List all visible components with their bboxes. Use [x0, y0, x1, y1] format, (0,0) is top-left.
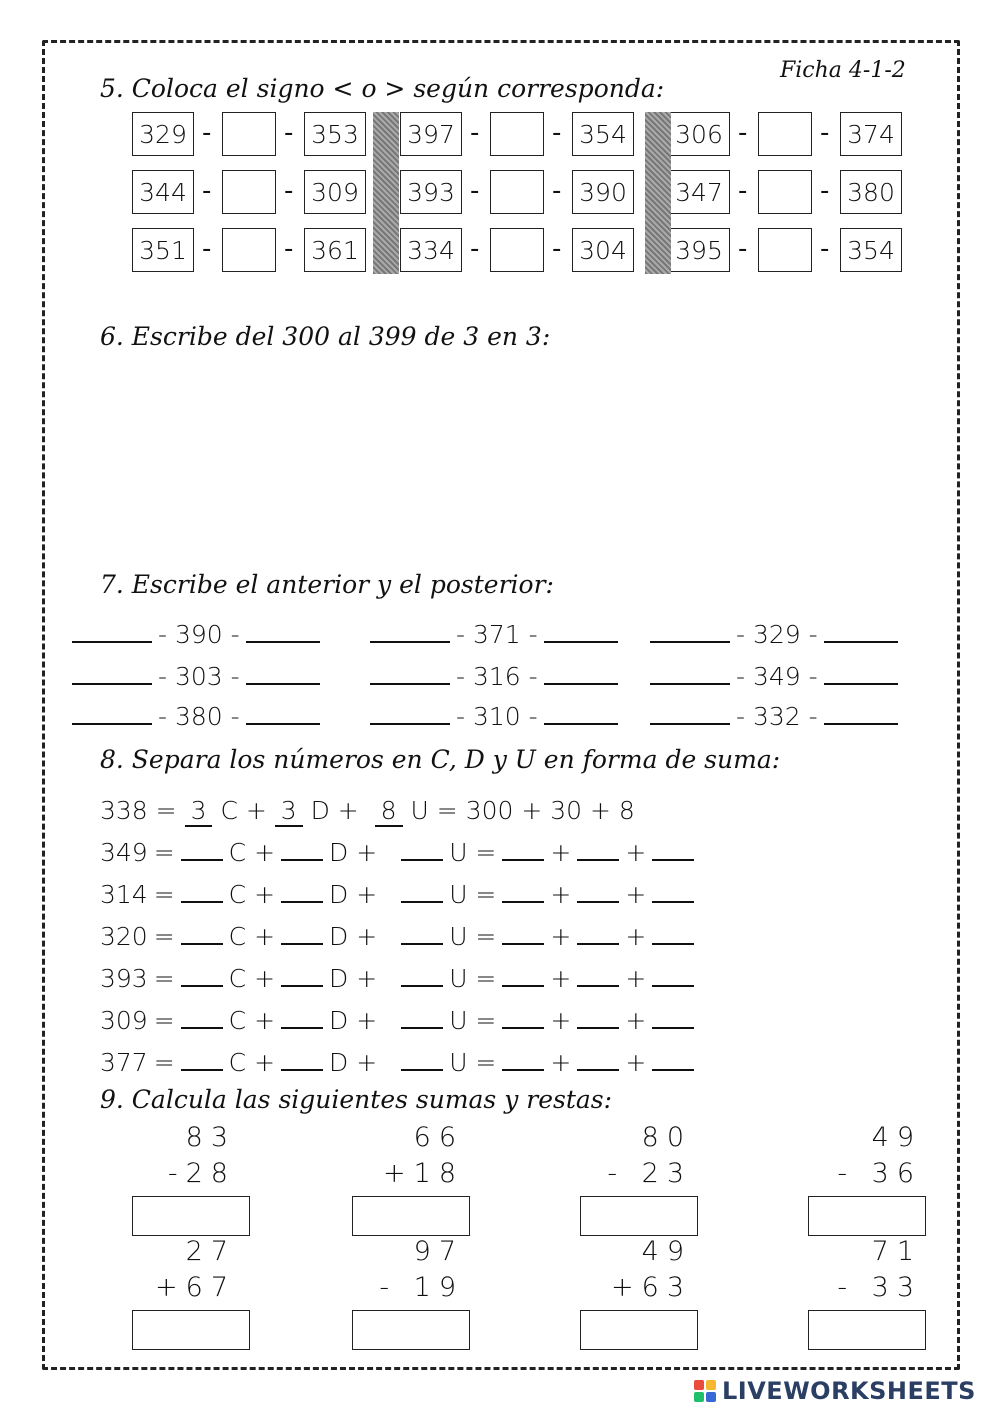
hundreds-value-input[interactable]: [502, 1007, 544, 1029]
hundreds-value-input[interactable]: [502, 881, 544, 903]
q8-line: [100, 1006, 700, 1035]
hundreds-input[interactable]: [181, 965, 223, 987]
result-input[interactable]: [352, 1196, 470, 1236]
u-label: U =: [449, 880, 497, 909]
q5-row: [132, 170, 932, 214]
operand-top: 49: [641, 1236, 692, 1267]
dash-separator: -: [552, 234, 562, 264]
operand-top: 80: [641, 1122, 692, 1153]
tens-input[interactable]: [281, 1049, 323, 1071]
q7-number: - 316 -: [456, 662, 538, 691]
q7-number: - 303 -: [158, 662, 240, 691]
hundreds-value-input[interactable]: [502, 839, 544, 861]
q7-number: - 390 -: [158, 620, 240, 649]
q7-number: - 329 -: [736, 620, 818, 649]
dash-separator: -: [738, 234, 748, 264]
operand-top: 83: [185, 1122, 236, 1153]
units-input[interactable]: [401, 839, 443, 861]
q8-number: 393: [100, 964, 148, 993]
q8-number: 377: [100, 1048, 148, 1077]
hundreds-input[interactable]: [181, 839, 223, 861]
units-input[interactable]: [401, 1049, 443, 1071]
units-input[interactable]: [401, 965, 443, 987]
hundreds-value-input[interactable]: [502, 965, 544, 987]
q5-row: [132, 112, 932, 156]
q5-number-left: 351: [132, 228, 194, 272]
q6-title: 6. Escribe del 300 al 399 de 3 en 3:: [100, 322, 551, 351]
units-value-input[interactable]: [652, 1007, 694, 1029]
equals-sign: =: [153, 1006, 175, 1035]
operand-top: 49: [871, 1122, 922, 1153]
q5-number-left: 393: [400, 170, 462, 214]
hundreds-value-input[interactable]: [502, 923, 544, 945]
example-u: 8: [375, 796, 403, 827]
operand-top: 71: [871, 1236, 922, 1267]
plus-sign: +: [550, 1048, 572, 1077]
q5-number-left: 344: [132, 170, 194, 214]
q9-title: 9. Calcula las siguientes sumas y restas:: [100, 1085, 613, 1114]
result-input[interactable]: [132, 1196, 250, 1236]
equals-sign: =: [153, 922, 175, 951]
column-separator: [645, 112, 671, 274]
plus-sign: +: [550, 964, 572, 993]
q7-title: 7. Escribe el anterior y el posterior:: [100, 570, 554, 599]
q5-sign-input[interactable]: [490, 228, 544, 272]
d-label: D +: [329, 1006, 378, 1035]
result-input[interactable]: [580, 1196, 698, 1236]
tens-input[interactable]: [281, 965, 323, 987]
liveworksheets-logo-icon: [694, 1380, 716, 1402]
d-label: D +: [329, 964, 378, 993]
plus-sign: +: [625, 880, 647, 909]
hundreds-input[interactable]: [181, 923, 223, 945]
previous-number-input[interactable]: [650, 663, 730, 685]
q7-item: [650, 702, 898, 731]
next-number-input[interactable]: [544, 621, 618, 643]
q5-title: 5. Coloca el signo < o > según corresponda:: [100, 74, 665, 103]
q5-number-right: 354: [840, 228, 902, 272]
next-number-input[interactable]: [246, 703, 320, 725]
dash-separator: -: [470, 234, 480, 264]
q6-answer-area[interactable]: [100, 360, 920, 560]
units-input[interactable]: [401, 923, 443, 945]
equals-sign: =: [153, 880, 175, 909]
q8-example-line: [100, 796, 635, 827]
plus-sign: +: [550, 880, 572, 909]
d-label: D +: [329, 880, 378, 909]
q7-number: - 310 -: [456, 702, 538, 731]
dash-separator: -: [284, 234, 294, 264]
tens-input[interactable]: [281, 923, 323, 945]
dash-separator: -: [284, 176, 294, 206]
q7-item: [72, 702, 320, 731]
dash-separator: -: [202, 118, 212, 148]
q8-number: 349: [100, 838, 148, 867]
plus-sign: +: [625, 1006, 647, 1035]
q8-title: 8. Separa los números en C, D y U en forma de suma:: [100, 745, 781, 774]
q7-item: [370, 702, 618, 731]
q5-number-right: 354: [572, 112, 634, 156]
result-input[interactable]: [132, 1310, 250, 1350]
dash-separator: -: [552, 118, 562, 148]
operand-bottom: +63: [611, 1272, 692, 1303]
u-label: U =: [449, 964, 497, 993]
q7-item: [72, 662, 320, 691]
equals-sign: =: [153, 1048, 175, 1077]
plus-sign: +: [625, 922, 647, 951]
equals-sign: =: [155, 796, 177, 825]
operand-top: 27: [185, 1236, 236, 1267]
q5-number-left: 329: [132, 112, 194, 156]
next-number-input[interactable]: [824, 703, 898, 725]
q7-number: - 371 -: [456, 620, 538, 649]
tens-value-input[interactable]: [577, 839, 619, 861]
q7-item: [72, 620, 320, 649]
q5-sign-input[interactable]: [758, 170, 812, 214]
q5-number-right: 361: [304, 228, 366, 272]
u-label: U =: [410, 796, 458, 825]
dash-separator: -: [470, 118, 480, 148]
c-label: C +: [228, 880, 276, 909]
q5-row: [132, 228, 932, 272]
liveworksheets-logo: [694, 1376, 976, 1406]
c-label: C +: [228, 1006, 276, 1035]
q5-number-right: 309: [304, 170, 366, 214]
d-label: D +: [329, 1048, 378, 1077]
dash-separator: -: [820, 118, 830, 148]
column-separator: [373, 112, 399, 274]
c-label: C +: [220, 796, 267, 825]
dash-separator: -: [470, 176, 480, 206]
q5-sign-input[interactable]: [758, 112, 812, 156]
q5-number-right: 353: [304, 112, 366, 156]
tens-value-input[interactable]: [577, 1007, 619, 1029]
q5-number-right: 304: [572, 228, 634, 272]
operand-bottom: - 23: [607, 1158, 692, 1189]
result-input[interactable]: [580, 1310, 698, 1350]
q5-number-left: 347: [668, 170, 730, 214]
q7-number: - 380 -: [158, 702, 240, 731]
q5-number-left: 306: [668, 112, 730, 156]
q5-sign-input[interactable]: [222, 228, 276, 272]
q8-line: [100, 880, 700, 909]
operand-bottom: +67: [155, 1272, 236, 1303]
dash-separator: -: [202, 234, 212, 264]
c-label: C +: [228, 964, 276, 993]
previous-number-input[interactable]: [370, 703, 450, 725]
tens-input[interactable]: [281, 839, 323, 861]
q8-number: 320: [100, 922, 148, 951]
units-value-input[interactable]: [652, 839, 694, 861]
previous-number-input[interactable]: [650, 703, 730, 725]
dash-separator: -: [820, 176, 830, 206]
previous-number-input[interactable]: [650, 621, 730, 643]
next-number-input[interactable]: [544, 663, 618, 685]
plus-sign: +: [625, 964, 647, 993]
tens-value-input[interactable]: [577, 1049, 619, 1071]
next-number-input[interactable]: [246, 621, 320, 643]
next-number-input[interactable]: [544, 703, 618, 725]
u-label: U =: [449, 922, 497, 951]
plus-sign: +: [550, 1006, 572, 1035]
q8-number: 314: [100, 880, 148, 909]
dash-separator: -: [552, 176, 562, 206]
u-label: U =: [449, 1048, 497, 1077]
plus-sign: +: [550, 922, 572, 951]
units-input[interactable]: [401, 881, 443, 903]
q8-number: 309: [100, 1006, 148, 1035]
previous-number-input[interactable]: [72, 621, 152, 643]
q5-number-right: 374: [840, 112, 902, 156]
hundreds-input[interactable]: [181, 1007, 223, 1029]
q5-number-left: 397: [400, 112, 462, 156]
operand-bottom: - 36: [837, 1158, 922, 1189]
q5-sign-input[interactable]: [758, 228, 812, 272]
units-value-input[interactable]: [652, 923, 694, 945]
example-c: 3: [185, 796, 213, 827]
q7-item: [370, 662, 618, 691]
units-value-input[interactable]: [652, 881, 694, 903]
q8-line: [100, 838, 700, 867]
dash-separator: -: [738, 176, 748, 206]
tens-value-input[interactable]: [577, 923, 619, 945]
hundreds-value-input[interactable]: [502, 1049, 544, 1071]
u-label: U =: [449, 1006, 497, 1035]
previous-number-input[interactable]: [72, 703, 152, 725]
plus-sign: +: [625, 838, 647, 867]
q5-sign-input[interactable]: [222, 112, 276, 156]
q5-number-left: 395: [668, 228, 730, 272]
q8-line: [100, 1048, 700, 1077]
operand-bottom: - 33: [837, 1272, 922, 1303]
d-label: D +: [329, 838, 378, 867]
u-label: U =: [449, 838, 497, 867]
q5-number-left: 334: [400, 228, 462, 272]
tens-value-input[interactable]: [577, 881, 619, 903]
q5-sign-input[interactable]: [222, 170, 276, 214]
example-sum: 300 + 30 + 8: [465, 796, 635, 825]
c-label: C +: [228, 838, 276, 867]
q7-item: [650, 662, 898, 691]
q5-sign-input[interactable]: [490, 112, 544, 156]
equals-sign: =: [153, 838, 175, 867]
dash-separator: -: [284, 118, 294, 148]
dash-separator: -: [820, 234, 830, 264]
operand-bottom: -28: [167, 1158, 236, 1189]
hundreds-input[interactable]: [181, 881, 223, 903]
tens-value-input[interactable]: [577, 965, 619, 987]
q7-item: [370, 620, 618, 649]
d-label: D +: [329, 922, 378, 951]
tens-input[interactable]: [281, 1007, 323, 1029]
previous-number-input[interactable]: [370, 621, 450, 643]
previous-number-input[interactable]: [370, 663, 450, 685]
operand-bottom: +18: [383, 1158, 464, 1189]
units-value-input[interactable]: [652, 1049, 694, 1071]
operand-top: 97: [413, 1236, 464, 1267]
tens-input[interactable]: [281, 881, 323, 903]
dash-separator: -: [202, 176, 212, 206]
next-number-input[interactable]: [824, 663, 898, 685]
q5-number-right: 380: [840, 170, 902, 214]
units-value-input[interactable]: [652, 965, 694, 987]
q8-line: [100, 922, 700, 951]
c-label: C +: [228, 922, 276, 951]
plus-sign: +: [625, 1048, 647, 1077]
plus-sign: +: [550, 838, 572, 867]
q5-sign-input[interactable]: [490, 170, 544, 214]
equals-sign: =: [153, 964, 175, 993]
c-label: C +: [228, 1048, 276, 1077]
operand-top: 66: [413, 1122, 464, 1153]
q7-number: - 349 -: [736, 662, 818, 691]
example-d: 3: [275, 796, 303, 827]
worksheet-code: Ficha 4-1-2: [780, 58, 906, 83]
previous-number-input[interactable]: [72, 663, 152, 685]
q7-item: [650, 620, 898, 649]
next-number-input[interactable]: [824, 621, 898, 643]
dash-separator: -: [738, 118, 748, 148]
example-number: 338: [100, 796, 148, 825]
result-input[interactable]: [808, 1196, 926, 1236]
q5-number-right: 390: [572, 170, 634, 214]
operand-bottom: - 19: [379, 1272, 464, 1303]
next-number-input[interactable]: [246, 663, 320, 685]
units-input[interactable]: [401, 1007, 443, 1029]
q7-number: - 332 -: [736, 702, 818, 731]
brand-text: LIVEWORKSHEETS: [722, 1377, 976, 1405]
d-label: D +: [310, 796, 359, 825]
hundreds-input[interactable]: [181, 1049, 223, 1071]
result-input[interactable]: [808, 1310, 926, 1350]
q8-line: [100, 964, 700, 993]
result-input[interactable]: [352, 1310, 470, 1350]
